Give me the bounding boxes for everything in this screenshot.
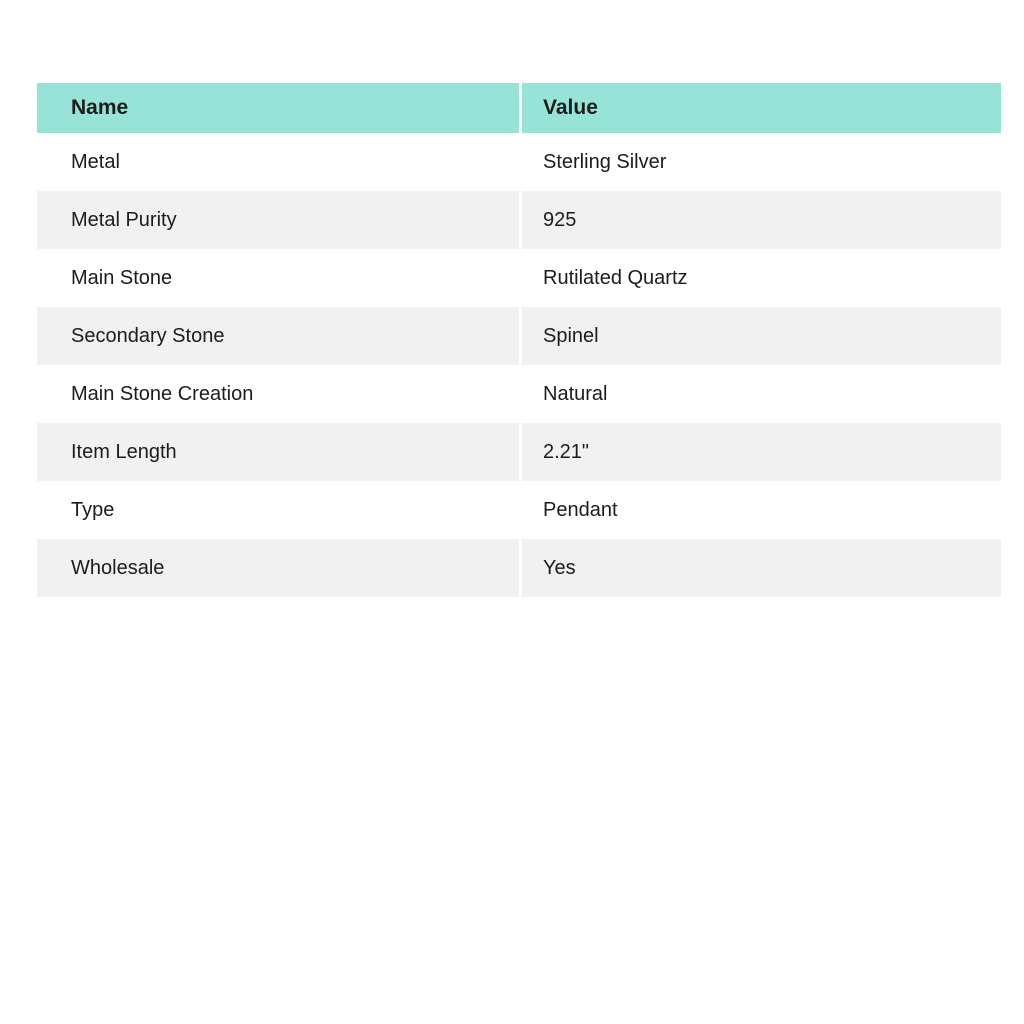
attribute-name: Item Length bbox=[37, 423, 522, 481]
table-row bbox=[37, 481, 1001, 539]
attribute-value: 2.21" bbox=[543, 440, 590, 463]
table-row bbox=[37, 249, 1001, 307]
attribute-name: Metal Purity bbox=[37, 191, 522, 249]
table-row bbox=[37, 423, 1001, 481]
table-row bbox=[37, 307, 1001, 365]
table-header-row bbox=[37, 83, 1001, 133]
attribute-value: 925 bbox=[543, 208, 577, 231]
attribute-value: Yes bbox=[543, 556, 576, 579]
attribute-value: Rutilated Quartz bbox=[543, 266, 688, 289]
product-attributes-table bbox=[37, 83, 1001, 597]
attribute-value: Sterling Silver bbox=[543, 150, 667, 173]
attribute-name: Wholesale bbox=[37, 539, 522, 597]
attribute-value: Spinel bbox=[543, 324, 599, 347]
attribute-name: Secondary Stone bbox=[37, 307, 522, 365]
table-row bbox=[37, 539, 1001, 597]
attribute-name: Type bbox=[37, 481, 522, 539]
table-row bbox=[37, 365, 1001, 423]
attribute-name: Main Stone Creation bbox=[37, 365, 522, 423]
attribute-value: Pendant bbox=[543, 498, 618, 521]
attribute-name: Main Stone bbox=[37, 249, 522, 307]
column-header-name: Name bbox=[37, 83, 522, 133]
table-row bbox=[37, 191, 1001, 249]
attribute-value: Natural bbox=[543, 382, 608, 405]
table-row bbox=[37, 133, 1001, 191]
column-header-value: Value bbox=[543, 96, 598, 119]
attribute-name: Metal bbox=[37, 133, 522, 191]
